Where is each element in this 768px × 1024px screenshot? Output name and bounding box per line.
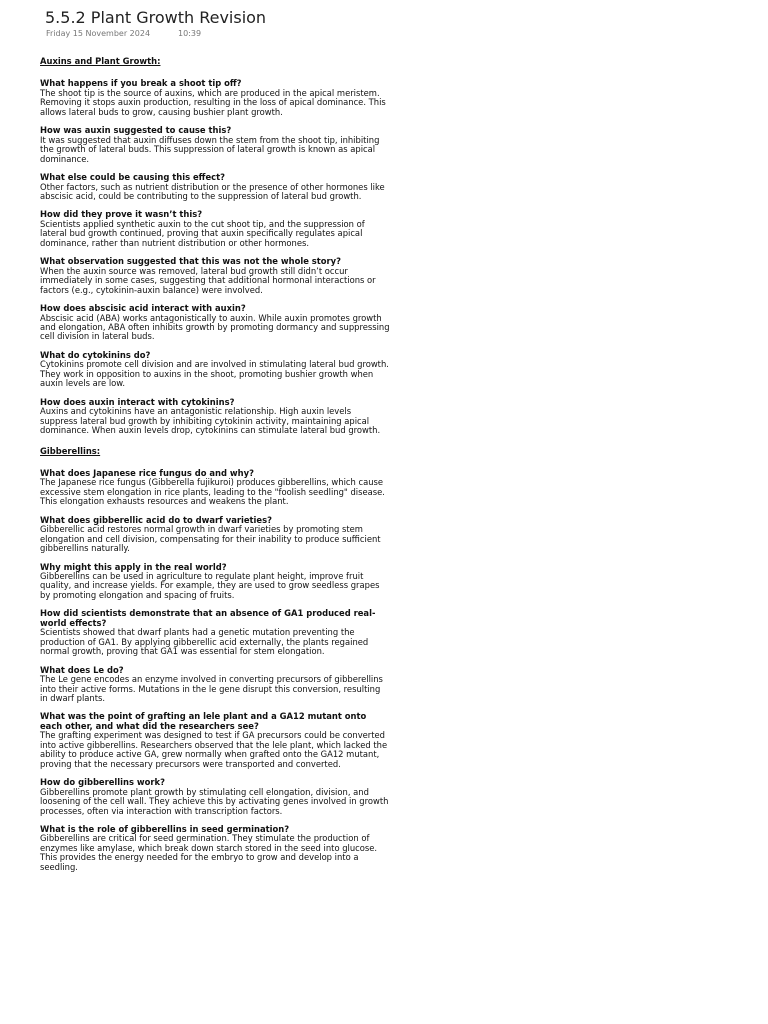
question: What happens if you break a shoot tip off? [40,78,242,89]
answer: Abscisic acid (ABA) works antagonistically to auxin. While auxin promotes growth and elongation, ABA often inhibits growth by promoting dormancy and suppressing cell division in lateral buds. [40,312,390,342]
question: What is the role of gibberellins in seed germination? [40,824,290,834]
qa-block [40,516,390,554]
question: What does Le do? [40,664,124,675]
question: What do cytokinins do? [40,349,151,360]
answer: When the auxin source was removed, lateral bud growth still didn’t occur immediately in some cases, suggesting that additional hormonal interactions or factors (e.g., cytokinin-auxin balance) were involved. [40,265,376,295]
answer: Scientists applied synthetic auxin to the cut shoot tip, and the suppression of lateral bud growth continued, proving that auxin specifically regulates apical dominance, rather than nutrient distribution or other hormones. [40,218,365,248]
qa-block [40,398,390,436]
question: How does abscisic acid interact with auxin? [40,303,246,314]
answer: Other factors, such as nutrient distribution or the presence of other hormones like abscisic acid, could be contributing to the suppression of lateral bud growth. [40,181,385,201]
question: What was the point of grafting an lele plant and a GA12 mutant onto each other, and what did the researchers see? [40,711,367,731]
answer: It was suggested that auxin diffuses down the stem from the shoot tip, inhibiting the growth of lateral buds. This suppression of lateral growth is known as apical dominance. [40,134,380,164]
question: How did scientists demonstrate that an absence of GA1 produced real-world effects? [40,608,376,628]
section-heading: Gibberellins: [40,445,101,456]
answer: Gibberellins are critical for seed germination. They stimulate the production of enzymes like amylase, which break down starch stored in the seed into glucose. This provides the energy needed for the embryo to grow and develop into a seedling. [40,833,378,872]
qa-block [40,712,390,769]
qa-block [40,563,390,601]
qa-block [40,609,390,656]
qa-block [40,469,390,507]
answer: Gibberellic acid restores normal growth in dwarf varieties by promoting stem elongation and cell division, compensating for their inability to produce sufficient gibberellins naturally. [40,524,381,554]
question: What does gibberellic acid do to dwarf varieties? [40,514,272,525]
question: How was auxin suggested to cause this? [40,125,232,136]
answer: Gibberellins promote plant growth by stimulating cell elongation, division, and loosening of the cell wall. They achieve this by activating genes involved in growth processes, often via interaction with transcription factors. [40,786,389,816]
qa-block [40,210,390,248]
answer: The grafting experiment was designed to test if GA precursors could be converted into active gibberellins. Researchers observed that the lele plant, which lacked the ability to produce active GA, grew normally when grafted onto the GA12 mutant, proving that the necessary precursors were transported and converted. [40,730,388,769]
question: How do gibberellins work? [40,777,165,788]
answer: Gibberellins can be used in agriculture to regulate plant height, improve fruit quality, and increase yields. For example, they are used to grow seedless grapes by promoting elongation and spacing of fruits. [40,571,380,600]
question: What else could be causing this effect? [40,172,225,183]
answer: Cytokinins promote cell division and are involved in stimulating lateral bud growth. They work in opposition to auxins in the shoot, promoting bushier growth when auxin levels are low. [40,359,389,389]
qa-block [40,126,390,164]
question: What observation suggested that this was not the whole story? [40,256,341,267]
qa-block [40,173,390,201]
question: How did they prove it wasn’t this? [40,209,203,220]
question: What does Japanese rice fungus do and why? [40,467,254,478]
answer: The Le gene encodes an enzyme involved in converting precursors of gibberellins into their active forms. Mutations in the le gene disrupt this conversion, resulting in dwarf plants. [40,674,383,704]
page-date: Friday 15 November 2024 [46,29,151,38]
section-heading: Auxins and Plant Growth: [40,56,161,66]
answer: The shoot tip is the source of auxins, which are produced in the apical meristem. Removing it stops auxin production, resulting in the loss of apical dominance. This allows lateral buds to grow, causing bushier plant growth. [40,87,386,117]
qa-block [40,778,390,816]
qa-block [40,351,390,389]
question: How does auxin interact with cytokinins? [40,396,235,407]
qa-block [40,666,390,704]
page-metadata [46,29,201,39]
qa-block [40,79,390,117]
answer: The Japanese rice fungus (Gibberella fujikuroi) produces gibberellins, which cause excessive stem elongation in rice plants, leading to the "foolish seedling" disease. This elongation exhausts resources and weakens the plant. [40,477,385,507]
answer: Scientists showed that dwarf plants had a genetic mutation preventing the production of GA1. By applying gibberellic acid externally, the plants regained normal growth, proving that GA1 was essential for stem elongation. [40,627,369,657]
qa-block [40,304,390,342]
note-body[interactable] [40,55,390,881]
qa-block [40,825,390,872]
page-title: 5.5.2 Plant Growth Revision [45,8,267,27]
qa-block [40,257,390,295]
page-time: 10:39 [178,29,202,38]
answer: Auxins and cytokinins have an antagonistic relationship. High auxin levels suppress lateral bud growth by inhibiting cytokinin activity, maintaining apical dominance. When auxin levels drop, cytokinins can stimulate lateral bud growth. [40,406,381,436]
question: Why might this apply in the real world? [40,561,227,572]
